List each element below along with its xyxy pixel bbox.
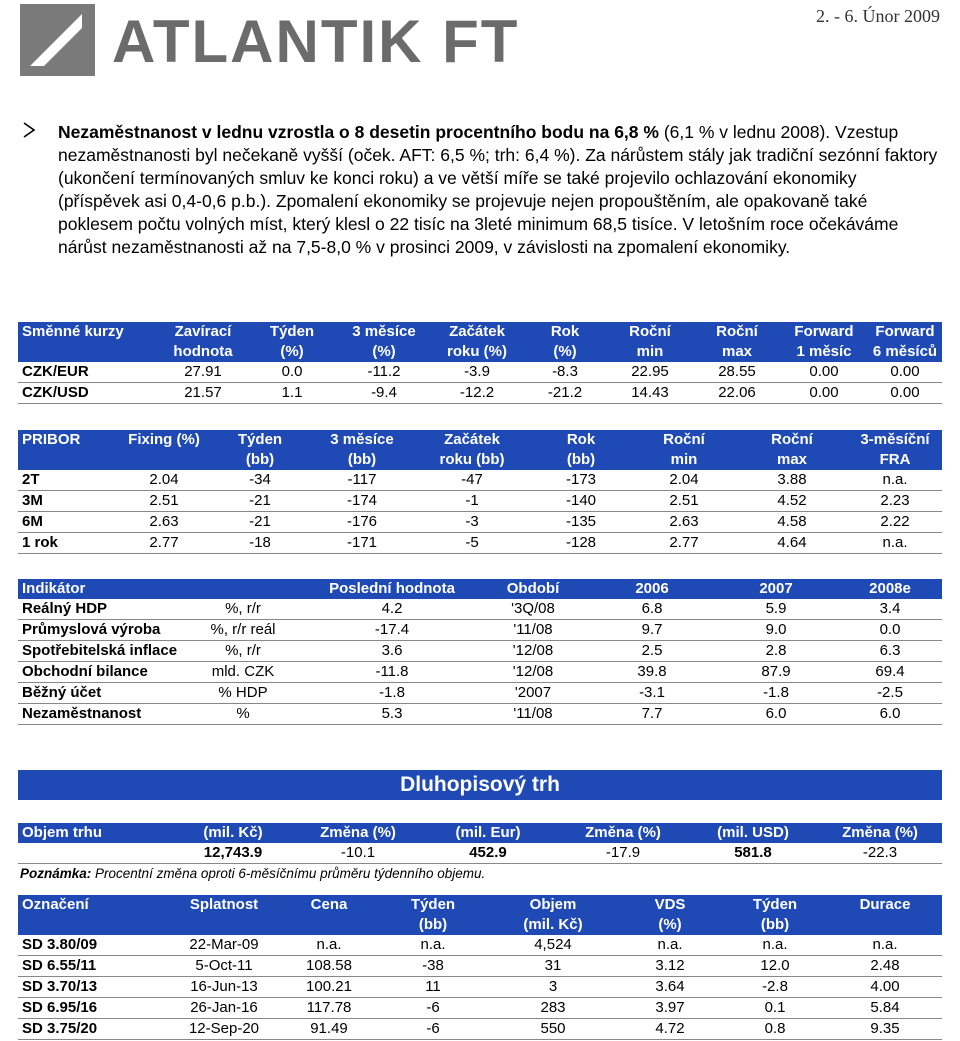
pribor-header-sub-5: (bb): [566, 451, 596, 468]
bonds-cell: 0.1: [722, 998, 828, 1019]
indicators-cell: Nezaměstnanost: [18, 704, 178, 725]
bonds-row: [18, 1019, 942, 1040]
fx-cell: -9.4: [338, 383, 430, 404]
bonds-cell: 3.12: [618, 956, 722, 977]
bonds-cell: n.a.: [828, 935, 942, 956]
fx-header-sub-2: (%): [280, 343, 304, 360]
indicators-cell: 69.4: [838, 662, 942, 683]
indicators-cell: 6.3: [838, 641, 942, 662]
pribor-row: [18, 470, 942, 491]
pribor-cell: 2.22: [848, 512, 942, 533]
bonds-cell: n.a.: [378, 935, 488, 956]
indicators-cell: -2.5: [838, 683, 942, 704]
pribor-row: [18, 533, 942, 554]
indicators-cell: 2.8: [714, 641, 838, 662]
fx-header-1: Zavírací: [174, 323, 232, 340]
pribor-cell: -21: [210, 512, 310, 533]
indicators-header-5: 2007: [759, 580, 793, 597]
indicators-cell: 2.5: [590, 641, 714, 662]
bonds-header-5: VDS: [654, 896, 686, 913]
pribor-header-5: Rok: [566, 431, 596, 448]
indicators-row: [18, 641, 942, 662]
paragraph-body: (6,1 % v lednu 2008). Vzestup nezaměstnanosti byl nečekaně vyšší (oček. AFT: 6,5 %; trh: 6,4 %). Za nárůstem stály jak tradiční sezónní faktory (ukončení termínovaných smluv ke konci roku) a ve větší míře se také projevilo ochlazování ekonomiky (příspěvek asi 0,4-0,6 p.b.). Zpomalení ekonomiky se projevuje nejen propouštěním, ale opakovaně také poklesem počtu volných míst, který klesl o 22 tisíc na 3leté minimum 68,5 tisíce. V letošním roce očekáváme nárůst nezaměstnanosti až na 7,5-8,0 % v prosinci 2009, v závislosti na zpomalení ekonomiky.: [58, 122, 938, 257]
logo-mark: [20, 4, 95, 76]
bonds-header-7: Durace: [859, 896, 911, 913]
indicators-cell: -17.4: [308, 620, 476, 641]
bonds-header-4: Objem: [529, 896, 577, 913]
fx-cell: 27.91: [160, 362, 246, 383]
indicators-cell: 7.7: [590, 704, 714, 725]
volume-header-1: (mil. Kč): [203, 824, 263, 841]
bonds-cell: 5-Oct-11: [168, 956, 280, 977]
fx-header-2: Týden: [269, 323, 315, 340]
bonds-header-sub-6: (bb): [760, 916, 790, 933]
volume-cell: -17.9: [558, 843, 688, 864]
bonds-header-sub-1: [168, 915, 280, 935]
volume-header-4: Změna (%): [585, 824, 661, 841]
fx-cell: CZK/USD: [18, 383, 160, 404]
indicators-cell: '12/08: [476, 641, 590, 662]
bonds-header-2: Cena: [310, 896, 348, 913]
indicators-cell: 5.9: [714, 599, 838, 620]
bonds-cell: n.a.: [280, 935, 378, 956]
pribor-cell: 3.88: [736, 470, 848, 491]
pribor-cell: 2.51: [118, 491, 210, 512]
volume-cell: 12,743.9: [168, 843, 298, 864]
indicators-cell: '3Q/08: [476, 599, 590, 620]
pribor-cell: 3M: [18, 491, 118, 512]
volume-cell: 581.8: [688, 843, 818, 864]
bonds-cell: -38: [378, 956, 488, 977]
fx-cell: 0.00: [868, 383, 942, 404]
pribor-header-row-1: [18, 430, 942, 450]
indicators-cell: 0.0: [838, 620, 942, 641]
pribor-cell: 1 rok: [18, 533, 118, 554]
logo-text: ATLANTIK FT: [112, 8, 520, 75]
bonds-cell: 0.8: [722, 1019, 828, 1040]
bonds-cell: SD 6.95/16: [18, 998, 168, 1019]
indicators-cell: Průmyslová výroba: [18, 620, 178, 641]
bonds-cell: 12-Sep-20: [168, 1019, 280, 1040]
pribor-cell: -173: [530, 470, 632, 491]
fx-cell: 22.95: [606, 362, 694, 383]
pribor-header-sub-4: roku (bb): [439, 451, 505, 468]
fx-header-5: Rok: [550, 323, 580, 340]
pribor-header-sub-7: max: [776, 451, 808, 468]
fx-header-6: Roční: [629, 323, 671, 340]
pribor-cell: 4.52: [736, 491, 848, 512]
pribor-header-row-2: [18, 450, 942, 470]
fx-header-sub-4: roku (%): [447, 343, 507, 360]
fx-cell: 0.00: [780, 383, 868, 404]
bonds-cell: 283: [488, 998, 618, 1019]
volume-header-3: (mil. Eur): [455, 824, 521, 841]
pribor-cell: -128: [530, 533, 632, 554]
indicators-cell: '11/08: [476, 704, 590, 725]
fx-header-sub-5: (%): [553, 343, 577, 360]
indicators-cell: -11.8: [308, 662, 476, 683]
fx-header-sub-9: 6 měsíců: [872, 343, 938, 360]
bonds-cell: 5.84: [828, 998, 942, 1019]
fx-header-sub-0: [18, 342, 160, 362]
pribor-cell: 4.58: [736, 512, 848, 533]
pribor-cell: -140: [530, 491, 632, 512]
fx-cell: -3.9: [430, 362, 524, 383]
indicators-cell: %: [178, 704, 308, 725]
pribor-cell: 2T: [18, 470, 118, 491]
logo-icon: [20, 4, 95, 76]
bonds-header-row-1: [18, 895, 942, 915]
fx-header-9: Forward: [875, 323, 935, 340]
indicators-cell: 3.6: [308, 641, 476, 662]
fx-row: [18, 362, 942, 383]
fx-cell: 1.1: [246, 383, 338, 404]
fx-header-4: Začátek: [449, 323, 505, 340]
indicators-cell: %, r/r: [178, 599, 308, 620]
bonds-header-sub-7: [828, 915, 942, 935]
fx-cell: -11.2: [338, 362, 430, 383]
pribor-header-3: 3 měsíce: [330, 431, 394, 448]
indicators-row: [18, 704, 942, 725]
fx-cell: 14.43: [606, 383, 694, 404]
indicators-cell: 5.3: [308, 704, 476, 725]
bonds-cell: 12.0: [722, 956, 828, 977]
volume-header-row: [18, 823, 942, 843]
indicators-cell: -1.8: [714, 683, 838, 704]
pribor-cell: 2.77: [118, 533, 210, 554]
indicators-cell: 87.9: [714, 662, 838, 683]
bonds-cell: 4.00: [828, 977, 942, 998]
indicators-table: [18, 579, 942, 725]
pribor-table: [18, 430, 942, 554]
fx-header-row-1: [18, 322, 942, 342]
indicators-cell: 6.0: [714, 704, 838, 725]
bonds-row: [18, 977, 942, 998]
indicators-cell: -1.8: [308, 683, 476, 704]
indicators-cell: 9.7: [590, 620, 714, 641]
pribor-cell: 2.04: [632, 470, 736, 491]
volume-row: [18, 843, 942, 864]
fx-header-sub-8: 1 měsíc: [796, 343, 852, 360]
fx-header-8: Forward: [794, 323, 854, 340]
volume-header-5: (mil. USD): [717, 824, 789, 841]
fx-header-3: 3 měsíce: [352, 323, 416, 340]
bonds-cell: 11: [378, 977, 488, 998]
volume-cell: -10.1: [298, 843, 418, 864]
indicators-header-3: Období: [506, 580, 560, 597]
indicators-cell: 4.2: [308, 599, 476, 620]
pribor-header-sub-8: FRA: [879, 451, 911, 468]
indicators-row: [18, 662, 942, 683]
fx-cell: CZK/EUR: [18, 362, 160, 383]
pribor-cell: n.a.: [848, 470, 942, 491]
pribor-cell: -18: [210, 533, 310, 554]
fx-cell: 28.55: [694, 362, 780, 383]
bonds-cell: -6: [378, 998, 488, 1019]
bonds-cell: 550: [488, 1019, 618, 1040]
indicators-row: [18, 599, 942, 620]
volume-cell: 452.9: [418, 843, 558, 864]
pribor-header-sub-2: (bb): [245, 451, 275, 468]
pribor-cell: -171: [310, 533, 414, 554]
bonds-cell: 4.72: [618, 1019, 722, 1040]
pribor-header-4: Začátek: [444, 431, 500, 448]
bonds-table: [18, 895, 942, 1040]
pribor-cell: -21: [210, 491, 310, 512]
indicators-cell: mld. CZK: [178, 662, 308, 683]
indicators-header-row: [18, 579, 942, 599]
pribor-cell: -176: [310, 512, 414, 533]
fx-cell: 0.00: [868, 362, 942, 383]
bonds-cell: 117.78: [280, 998, 378, 1019]
bonds-cell: SD 3.70/13: [18, 977, 168, 998]
indicators-cell: '12/08: [476, 662, 590, 683]
bonds-row: [18, 956, 942, 977]
pribor-cell: n.a.: [848, 533, 942, 554]
pribor-cell: -1: [414, 491, 530, 512]
pribor-cell: -3: [414, 512, 530, 533]
header-date: 2. - 6. Únor 2009: [816, 6, 940, 26]
pribor-cell: 4.64: [736, 533, 848, 554]
fx-header-sub-7: max: [721, 343, 753, 360]
pribor-cell: -5: [414, 533, 530, 554]
indicators-header-6: 2008e: [869, 580, 911, 597]
pribor-header-sub-3: (bb): [347, 451, 377, 468]
pribor-header-0: PRIBOR: [22, 431, 81, 448]
bonds-header-sub-4: (mil. Kč): [523, 916, 583, 933]
pribor-cell: -117: [310, 470, 414, 491]
bond-market-banner: Dluhopisový trh: [18, 770, 942, 800]
indicators-cell: '11/08: [476, 620, 590, 641]
indicators-cell: % HDP: [178, 683, 308, 704]
pribor-header-sub-6: min: [670, 451, 698, 468]
indicators-header-0: Indikátor: [22, 580, 86, 597]
fx-table: [18, 322, 942, 404]
pribor-cell: 6M: [18, 512, 118, 533]
pribor-cell: -135: [530, 512, 632, 533]
pribor-cell: -47: [414, 470, 530, 491]
indicators-cell: 6.8: [590, 599, 714, 620]
pribor-header-sub-1: [118, 450, 210, 470]
indicators-header-4: 2006: [635, 580, 669, 597]
indicators-cell: Obchodní bilance: [18, 662, 178, 683]
bonds-cell: 3: [488, 977, 618, 998]
fx-cell: -12.2: [430, 383, 524, 404]
pribor-row: [18, 512, 942, 533]
bonds-cell: 100.21: [280, 977, 378, 998]
volume-cell: -22.3: [818, 843, 942, 864]
indicators-cell: 9.0: [714, 620, 838, 641]
pribor-cell: 2.23: [848, 491, 942, 512]
indicators-cell: -3.1: [590, 683, 714, 704]
pribor-cell: 2.04: [118, 470, 210, 491]
bonds-cell: SD 6.55/11: [18, 956, 168, 977]
bonds-cell: n.a.: [618, 935, 722, 956]
bonds-cell: 22-Mar-09: [168, 935, 280, 956]
arrow-bullet-icon: [22, 122, 36, 138]
bonds-header-sub-0: [18, 915, 168, 935]
indicators-cell: %, r/r: [178, 641, 308, 662]
fx-header-row-2: [18, 342, 942, 362]
bonds-cell: n.a.: [722, 935, 828, 956]
volume-header-0: Objem trhu: [22, 824, 103, 841]
pribor-header-2: Týden: [237, 431, 283, 448]
bonds-cell: 4,524: [488, 935, 618, 956]
volume-header-6: Změna (%): [842, 824, 918, 841]
bonds-cell: 3.64: [618, 977, 722, 998]
fx-cell: 21.57: [160, 383, 246, 404]
indicators-header-1: [178, 579, 308, 599]
indicators-cell: '2007: [476, 683, 590, 704]
pribor-header-1: Fixing (%): [128, 431, 200, 448]
indicators-row: [18, 620, 942, 641]
bonds-header-sub-2: [280, 915, 378, 935]
pribor-cell: 2.77: [632, 533, 736, 554]
bonds-header-0: Označení: [22, 896, 89, 913]
fx-header-sub-3: (%): [372, 343, 396, 360]
bonds-header-3: Týden: [410, 896, 456, 913]
volume-table: [18, 823, 942, 864]
bonds-cell: SD 3.80/09: [18, 935, 168, 956]
indicators-cell: Běžný účet: [18, 683, 178, 704]
bonds-row: [18, 935, 942, 956]
fx-header-sub-6: min: [636, 343, 664, 360]
volume-note: [20, 866, 485, 881]
bonds-cell: 16-Jun-13: [168, 977, 280, 998]
indicators-cell: %, r/r reál: [178, 620, 308, 641]
fx-row: [18, 383, 942, 404]
bonds-header-sub-5: (%): [658, 916, 682, 933]
fx-cell: -21.2: [524, 383, 606, 404]
bonds-header-1: Splatnost: [189, 896, 259, 913]
pribor-cell: 2.63: [632, 512, 736, 533]
indicators-cell: 3.4: [838, 599, 942, 620]
pribor-header-8: 3-měsíční: [860, 431, 930, 448]
bonds-cell: -2.8: [722, 977, 828, 998]
indicators-header-2: Poslední hodnota: [329, 580, 455, 597]
fx-cell: -8.3: [524, 362, 606, 383]
note-text: Procentní změna oproti 6-měsíčnímu průměru týdenního objemu.: [91, 866, 486, 881]
news-paragraph: [22, 121, 940, 259]
fx-cell: 0.00: [780, 362, 868, 383]
note-label: Poznámka:: [20, 866, 92, 881]
bonds-cell: 26-Jan-16: [168, 998, 280, 1019]
bonds-cell: 3.97: [618, 998, 722, 1019]
volume-cell: [18, 843, 168, 864]
bonds-cell: -6: [378, 1019, 488, 1040]
indicators-cell: Spotřebitelská inflace: [18, 641, 178, 662]
bonds-cell: 9.35: [828, 1019, 942, 1040]
pribor-header-sub-0: [18, 450, 118, 470]
bonds-cell: 108.58: [280, 956, 378, 977]
pribor-cell: -174: [310, 491, 414, 512]
fx-cell: 22.06: [694, 383, 780, 404]
indicators-cell: 6.0: [838, 704, 942, 725]
indicators-cell: Reálný HDP: [18, 599, 178, 620]
bonds-cell: SD 3.75/20: [18, 1019, 168, 1040]
volume-header-2: Změna (%): [320, 824, 396, 841]
pribor-cell: 2.51: [632, 491, 736, 512]
fx-header-7: Roční: [716, 323, 758, 340]
paragraph-headline: Nezaměstnanost v lednu vzrostla o 8 desetin procentního bodu na 6,8 %: [58, 122, 659, 142]
bonds-header-6: Týden: [752, 896, 798, 913]
bonds-cell: 91.49: [280, 1019, 378, 1040]
bonds-header-sub-3: (bb): [418, 916, 448, 933]
bonds-row: [18, 998, 942, 1019]
pribor-header-6: Roční: [663, 431, 705, 448]
fx-header-0: Směnné kurzy: [22, 323, 124, 340]
pribor-header-7: Roční: [771, 431, 813, 448]
bonds-cell: 31: [488, 956, 618, 977]
pribor-cell: 2.63: [118, 512, 210, 533]
fx-cell: 0.0: [246, 362, 338, 383]
indicators-cell: 39.8: [590, 662, 714, 683]
indicators-row: [18, 683, 942, 704]
pribor-cell: -34: [210, 470, 310, 491]
bonds-cell: 2.48: [828, 956, 942, 977]
bonds-header-row-2: [18, 915, 942, 935]
fx-header-sub-1: hodnota: [173, 343, 233, 360]
pribor-row: [18, 491, 942, 512]
